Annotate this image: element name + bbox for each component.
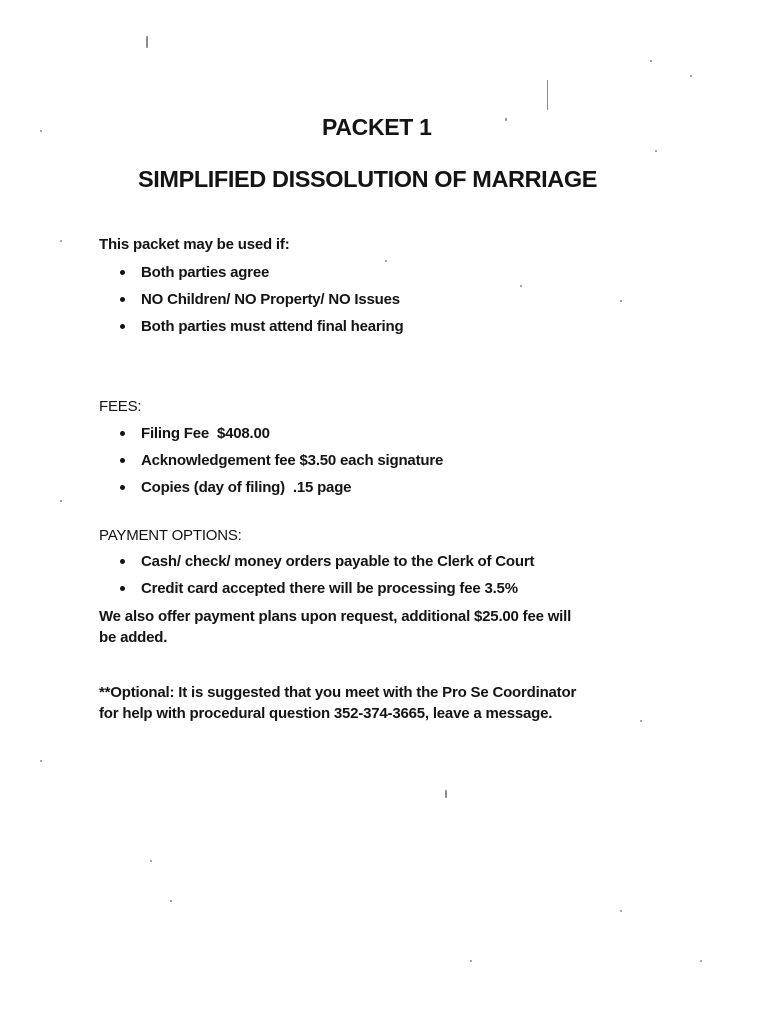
fees-list bbox=[120, 420, 443, 501]
bullet-icon bbox=[120, 458, 125, 463]
bullet-icon bbox=[120, 297, 125, 302]
eligibility-intro: This packet may be used if: bbox=[99, 236, 290, 253]
list-item: Copies (day of filing) .15 page bbox=[120, 474, 443, 501]
bullet-icon bbox=[120, 270, 125, 275]
list-item: Filing Fee $408.00 bbox=[120, 420, 443, 447]
bullet-icon bbox=[120, 586, 125, 591]
list-item: Cash/ check/ money orders payable to the Clerk of Court bbox=[120, 548, 534, 575]
packet-title: PACKET 1 bbox=[322, 114, 432, 140]
payment-plans-note: We also offer payment plans upon request, additional $25.00 fee will be added. bbox=[99, 608, 572, 646]
bullet-icon bbox=[120, 431, 125, 436]
eligibility-list bbox=[120, 259, 403, 340]
form-title: SIMPLIFIED DISSOLUTION OF MARRIAGE bbox=[138, 166, 598, 192]
bullet-icon bbox=[120, 559, 125, 564]
list-item: Both parties agree bbox=[120, 259, 403, 286]
list-item: NO Children/ NO Property/ NO Issues bbox=[120, 286, 403, 313]
payment-options-label: PAYMENT OPTIONS: bbox=[99, 527, 242, 544]
list-item: Credit card accepted there will be processing fee 3.5% bbox=[120, 575, 534, 602]
bullet-icon bbox=[120, 485, 125, 490]
list-item: Both parties must attend final hearing bbox=[120, 313, 403, 340]
payment-options-list bbox=[120, 548, 534, 602]
optional-note: **Optional: It is suggested that you meet with the Pro Se Coordinator for help with procedural question 352-374-3665, leave a message. bbox=[99, 684, 577, 722]
bullet-icon bbox=[120, 324, 125, 329]
list-item: Acknowledgement fee $3.50 each signature bbox=[120, 447, 443, 474]
fees-label: FEES: bbox=[99, 398, 142, 415]
